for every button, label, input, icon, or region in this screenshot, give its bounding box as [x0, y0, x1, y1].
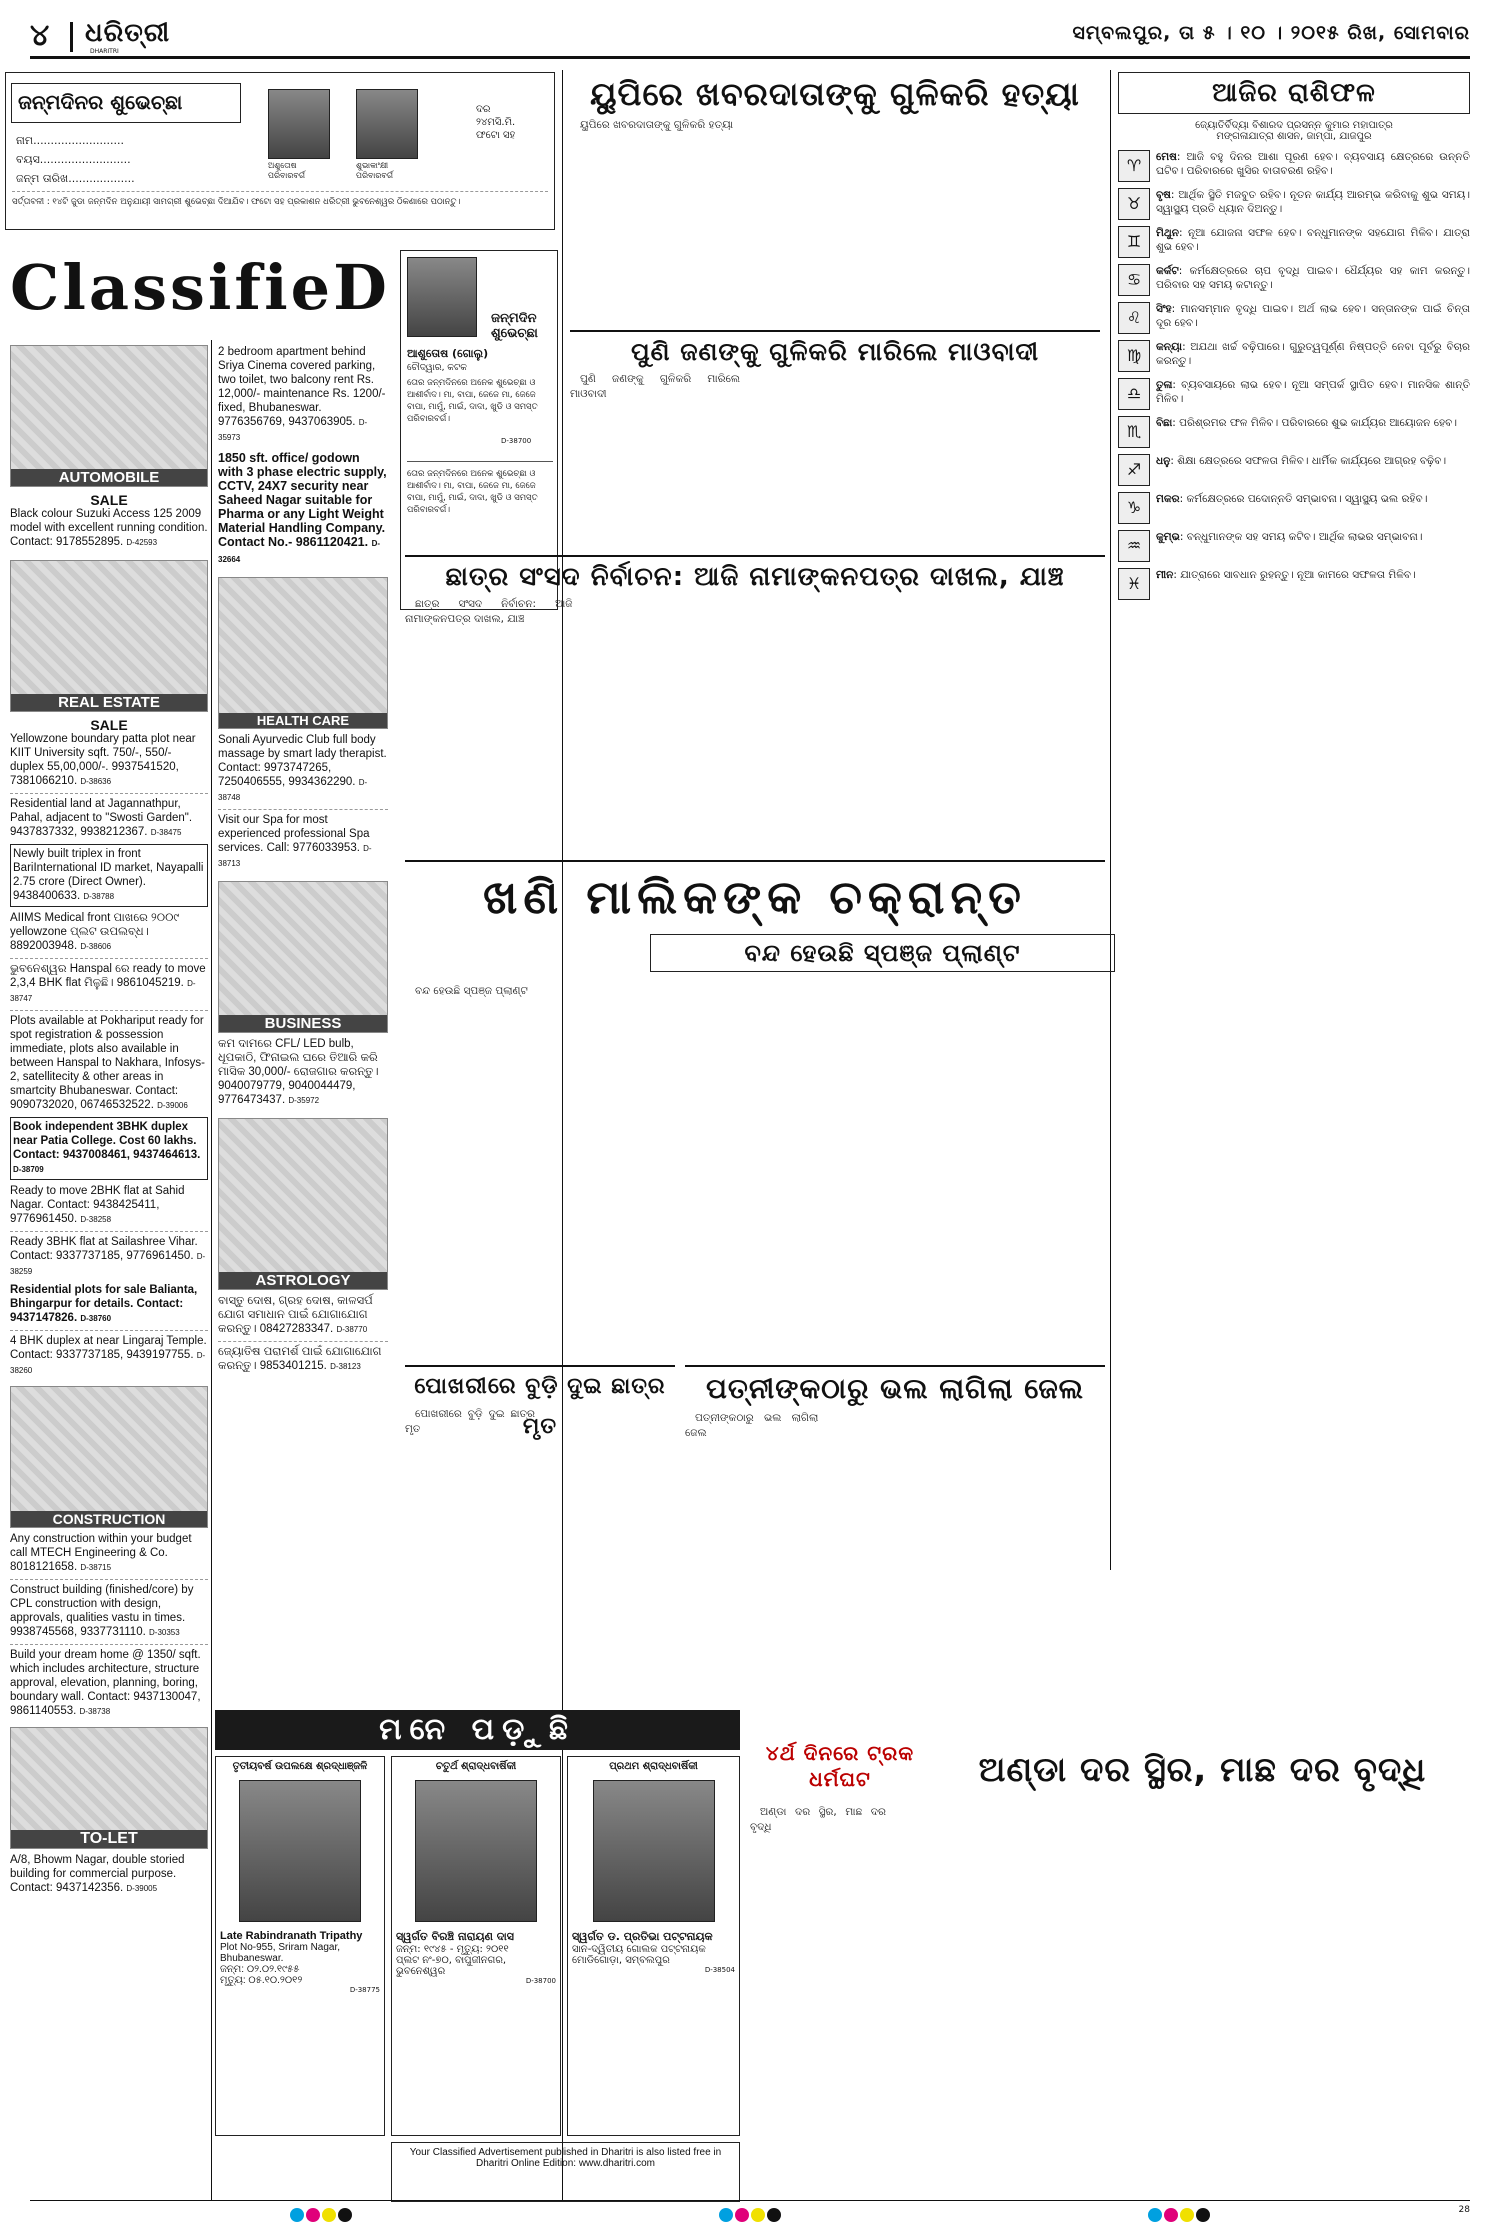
article-headline: ୪ର୍ଥ ଦିନରେ ଟ୍ରକ ଧର୍ମଘଟ — [765, 1741, 915, 1791]
astrology-image — [218, 1118, 388, 1290]
zodiac-icon: ♋ — [1118, 264, 1150, 296]
classified-ad — [218, 1341, 388, 1374]
birthday-rate: ଦର ୨୪ମସି.ମି. ଫଟୋ ସହ — [476, 104, 516, 141]
ad-text: Sonali Ayurvedic Club full body massage by smart lady therapist. Contact: 9973747265, 7250406555, 9934362290. — [218, 734, 387, 788]
article-headline: ୟୁପିରେ ଖବରଦାତାଙ୍କୁ ଗୁଳିକରି ହତ୍ୟା — [590, 75, 1080, 113]
ad-code: D-38788 — [83, 892, 115, 901]
category-automobile: AUTOMOBILE — [11, 469, 207, 486]
ad-code: D-35972 — [288, 1096, 320, 1105]
sign-name: କର୍କଟ — [1156, 265, 1179, 277]
ad-text: କମ ଦାମରେ CFL/ LED bulb, ଧୂପକାଠି, ଫିନାଇଲ ଘରେ ତିଆରି କରି ମାସିକ 30,000/- ରୋଜଗାର କରନ୍ତୁ। 9040079779, 9040044479, 9776473437. — [218, 1038, 379, 1106]
horoscope-list — [1118, 150, 1470, 600]
classified-ad — [218, 733, 388, 805]
ad-code: D-38606 — [80, 942, 112, 951]
ad-text: Residential plots for sale Balianta, Bhingarpur for details. Contact: 9437147826. — [10, 1284, 198, 1324]
horoscope-byline: ଜ୍ୟୋତିର୍ବିଦ୍ୟା ବିଶାରଦ ପ୍ରସନ୍ନ କୁମାର ମହାପାତ୍ର ମଙ୍ଗଳାଯାତ୍ରା ଶାସନ, ଜାମ୍ପା, ଯାଜପୁର — [1195, 120, 1393, 142]
ad-code: D-32664 — [218, 539, 381, 564]
birthday-caption-right: ଶୁଭାକାଂକ୍ଷୀ ପରିବାରବର୍ଗ — [356, 161, 393, 180]
ad-code: D-38747 — [10, 979, 196, 1003]
horoscope-sign — [1118, 492, 1470, 524]
ad-text: Residential land at Jagannathpur, Pahal, adjacent to "Swosti Garden". 9437837332, 9938212367. — [10, 798, 193, 838]
ad-code: D-38748 — [218, 778, 368, 802]
registration-marks — [290, 2208, 1210, 2224]
obituary-code: D-38775 — [349, 1986, 380, 1994]
article-headline: ପତ୍ନୀଙ୍କଠାରୁ ଭଲ ଲାଗିଲା ଜେଲ — [705, 1372, 1085, 1405]
ad-text: Black colour Suzuki Access 125 2009 model with excellent running condition. Contact: 9178552895. — [10, 508, 208, 548]
article-student — [405, 555, 1105, 855]
article-paragraph: ୟୁପିରେ ଖବରଦାତାଙ୍କୁ ଗୁଳିକରି ହତ୍ୟା — [580, 119, 734, 131]
obituary-name: ସ୍ୱର୍ଗତ ବିରଞ୍ଚି ନାରାୟଣ ଦାସ — [396, 1930, 514, 1943]
article-paragraph: ପତ୍ନୀଙ୍କଠାରୁ ଭଲ ଲାଗିଲା ଜେଲ — [685, 1412, 819, 1439]
category-real-estate: REAL ESTATE — [11, 694, 207, 711]
zodiac-icon: ♒ — [1118, 530, 1150, 562]
zodiac-icon: ♏ — [1118, 416, 1150, 448]
registration-mark-group — [1148, 2208, 1210, 2224]
classified-logo: ClassifieD — [10, 251, 390, 324]
dateline: ସମ୍ବଲପୁର, ତା ୫ । ୧୦ । ୨୦୧୫ ରିଖ, ସୋମବାର — [1072, 22, 1470, 44]
horoscope-text: ବୃଷ: ଆର୍ଥିକ ସ୍ଥିତି ମଜବୁତ ରହିବ। ନୂତନ କାର୍ଯ୍ୟ ଆରମ୍ଭ କରିବାକୁ ଶୁଭ ସମୟ। ସ୍ୱାସ୍ଥ୍ୟ ପ୍ରତି ଧ୍ୟାନ ଦିଅନ୍ତୁ। — [1156, 189, 1470, 215]
automobile-image — [10, 345, 208, 487]
classified-ad — [10, 1330, 208, 1378]
category-to-let: TO-LET — [11, 1830, 207, 1848]
masthead-rule — [30, 56, 1470, 59]
zodiac-icon: ♉ — [1118, 188, 1150, 220]
classified-ad — [218, 1037, 388, 1108]
small-birthday-msg-2: ତୋର ଜନ୍ମଦିନରେ ଅନେକ ଶୁଭେଚ୍ଛା ଓ ଆଶୀର୍ବାଦ। ମା, ବାପା, ଜେଜେ ମା, ଜେଜେ ବାପା, ମାମୁଁ, ମାଇଁ, ଦାଦା, ଖୁଡି ଓ ସମସ୍ତ ପରିବାରବର୍ଗ। — [407, 461, 553, 516]
ad-text: 4 BHK duplex at near Lingaraj Temple. Contact: 9337737185, 9439197755. — [10, 1335, 207, 1361]
classified-ad — [10, 1853, 208, 1896]
article-paragraph: ଛାତ୍ର ସଂସଦ ନିର୍ବାଚନ: ଆଜି ନାମାଙ୍କନପତ୍ର ଦାଖଲ, ଯାଞ୍ଚ — [405, 598, 573, 625]
sign-name: କନ୍ୟା — [1156, 341, 1183, 353]
article-egg — [935, 1740, 1470, 1800]
sign-name: ତୁଳା — [1156, 379, 1173, 391]
classified-footer-note: Your Classified Advertisement published in Dharitri is also listed free in Dharitri Online Edition: www.dharitri.com — [391, 2142, 740, 2202]
article-paragraph: ପୋଖରୀରେ ବୁଡ଼ି ଦୁଇ ଛାତ୍ର ମୃତ — [405, 1408, 535, 1435]
horoscope-sign — [1118, 416, 1470, 448]
zodiac-icon: ♍ — [1118, 340, 1150, 372]
sign-prediction: ବ୍ୟବସାୟରେ ଲାଭ ହେବ। ନୂଆ ସମ୍ପର୍କ ସ୍ଥାପିତ ହେବ। ମାନସିକ ଶାନ୍ତି ମିଳିବ। — [1156, 379, 1470, 405]
classified-ad — [10, 1117, 208, 1180]
ad-text: Newly built triplex in front BariInternational ID market, Nayapalli 2.75 crore (Direct Owner). 9438400633. — [13, 848, 204, 902]
horoscope-text: ମିଥୁନ: ନୂଆ ଯୋଜନା ସଫଳ ହେବ। ବନ୍ଧୁମାନଙ୍କ ସହଯୋଗ ମିଳିବ। ଯାତ୍ରା ଶୁଭ ହେବ। — [1156, 227, 1470, 253]
ad-text: Build your dream home @ 1350/ sqft. which includes architecture, structure approval, elevation, planning, boring, boundary wall. Contact: 9437130047, 9861140553. — [10, 1649, 201, 1717]
zodiac-icon: ♑ — [1118, 492, 1150, 524]
ad-text: AIIMS Medical front ପାଖରେ ୨୦୦୯ yellowzone ପ୍ଲଟ ଉପଲବ୍ଧ। 8892003948. — [10, 912, 180, 952]
sign-prediction: ଆଜି ବହୁ ଦିନର ଆଶା ପୂରଣ ହେବ। ବ୍ୟବସାୟ କ୍ଷେତ୍ରରେ ଉନ୍ନତି ଘଟିବ। ପରିବାରରେ ଖୁସିର ବାତାବରଣ ରହିବ। — [1156, 151, 1470, 177]
obituary-code: D-38700 — [525, 1977, 556, 1985]
classified-ad — [10, 793, 208, 840]
health-care-image — [218, 577, 388, 729]
ad-text: 2 bedroom apartment behind Sriya Cinema covered parking, two toilet, two balcony rent Rs. 12,000/- maintenance Rs. 1200/- fixed, Bhubaneswar. 9776356769, 9437063905. — [218, 346, 386, 428]
ad-text: Visit our Spa for most experienced professional Spa services. Call: 9776033953. — [218, 814, 370, 854]
article-headline: ପୋଖରୀରେ ବୁଡ଼ି ଦୁଇ ଛାତ୍ର ମୃତ — [414, 1374, 666, 1439]
classified-ad — [10, 844, 208, 907]
horoscope-text: ଧନୁ: ଶିକ୍ଷା କ୍ଷେତ୍ରରେ ସଫଳତା ମିଳିବ। ଧାର୍ମିକ କାର୍ଯ୍ୟରେ ଆଗ୍ରହ ବଢ଼ିବ। — [1156, 455, 1447, 467]
sign-name: ମୀନ — [1156, 569, 1174, 581]
ad-code: D-38260 — [10, 1351, 206, 1375]
sign-name: ମକର — [1156, 493, 1180, 505]
birthday-field-age: ବୟସ.......................... — [16, 153, 131, 166]
birthday-photo-left — [268, 89, 330, 159]
birthday-note: ସର୍ତ୍ତାବଳୀ : ୧୪ଟି ଜୁଡା ଜନ୍ମଦିନ ଅନୁଯାୟୀ ସାମଗ୍ରୀ ଶୁଭେଚ୍ଛା ଦିଆଯିବ। ଫଟୋ ସହ ପ୍ରକାଶନ ଧରିତ୍ରୀ ଭୁବନେଶ୍ୱର ଠିକଣାରେ ପଠାନ୍ତୁ। — [12, 191, 548, 208]
obituary-name: ସ୍ୱର୍ଗତ ଡ. ପ୍ରତିଭା ପଟ୍ଟନାୟକ — [572, 1930, 713, 1943]
sign-prediction: କର୍ମକ୍ଷେତ୍ରରେ ଚାପ ବୃଦ୍ଧି ପାଇବ। ଧୈର୍ଯ୍ୟର ସହ କାମ କରନ୍ତୁ। ପରିବାର ସହ ସମୟ କଟାନ୍ତୁ। — [1156, 265, 1470, 291]
obituary-item — [567, 1756, 740, 2136]
small-birthday-title: ଜନ୍ମଦିନ ଶୁଭେଚ୍ଛା — [491, 311, 538, 341]
classified-ad — [10, 958, 208, 1006]
paper-sub: DHARITRI — [90, 48, 119, 55]
article-headline: ଅଣ୍ଡା ଦର ସ୍ଥିର, ମାଛ ଦର ବୃଦ୍ଧି — [978, 1750, 1427, 1790]
real-estate-image — [10, 560, 208, 712]
birthday-caption-left: ଅଶୁତୋଷ ପରିବାରବର୍ଗ — [268, 161, 305, 180]
construction-image — [10, 1386, 208, 1528]
article-headline: ଖଣି ମାଲିକଙ୍କ ଚକ୍ରାନ୍ତ — [483, 870, 1027, 924]
ad-code: D-38709 — [13, 1165, 44, 1174]
ad-code: D-35973 — [218, 418, 368, 442]
obituary-details: ସାନ-ଦ୍ୱିତୀୟ ଗୋଲକ ପଟ୍ଟନାୟକ ମୋଡିଗୋଡ଼ା, ସମ୍ବଲପୁର — [572, 1944, 706, 1966]
classified-ad — [10, 1010, 208, 1113]
to-let-image — [10, 1727, 208, 1849]
ad-text: Construct building (finished/core) by CPL construction with design, approvals, qualities vastu in times. 9938745568, 9337731110. — [10, 1584, 194, 1638]
horoscope-sign — [1118, 454, 1470, 486]
paper-name: ଧରିତ୍ରୀ — [85, 18, 171, 48]
ad-code: D-38636 — [80, 777, 112, 786]
ad-text: 1850 sft. office/ godown with 3 phase electric supply, CCTV, 24X7 security near Saheed Nagar suitable for Pharma or any Light Weight Material Handling Company. Contact No.- 9861120421. — [218, 451, 387, 549]
article-body — [570, 372, 1100, 542]
ad-code: D-38123 — [330, 1362, 361, 1371]
horoscope-text: ତୁଳା: ବ୍ୟବସାୟରେ ଲାଭ ହେବ। ନୂଆ ସମ୍ପର୍କ ସ୍ଥାପିତ ହେବ। ମାନସିକ ଶାନ୍ତି ମିଳିବ। — [1156, 379, 1470, 405]
ad-text: Any construction within your budget call MTECH Engineering & Co. 8018121658. — [10, 1533, 192, 1573]
horoscope-text: ବିଛା: ପରିଶ୍ରମର ଫଳ ମିଳିବ। ପରିବାରରେ ଶୁଭ କାର୍ଯ୍ୟର ଆୟୋଜନ ହେବ। — [1156, 417, 1457, 429]
footer-rule — [30, 2200, 1470, 2201]
horoscope-text: ମକର: କର୍ମକ୍ଷେତ୍ରରେ ପଦୋନ୍ନତି ସମ୍ଭାବନା। ସ୍ୱାସ୍ଥ୍ୟ ଭଲ ରହିବ। — [1156, 493, 1428, 505]
ad-text: Plots available at Pokhariput ready for spot registration & possession immediate, plots also available in between Hanspal to Nakhara, Infosys-2, satellitecity & other areas in smartcity Bhubaneswar. Contact: 9090732020, 06746532522. — [10, 1015, 205, 1111]
business-image — [218, 881, 388, 1033]
ad-text: ଭୁବନେଶ୍ୱର Hanspal ରେ ready to move 2,3,4 BHK flat ମିଳୁଛି। 9861045219. — [10, 963, 206, 989]
article-body — [570, 118, 1100, 328]
ad-code: D-39005 — [126, 1884, 158, 1893]
article-wife — [685, 1365, 1105, 1735]
article-subhead: ବନ୍ଦ ହେଉଛି ସ୍ପଞ୍ଜ ପ୍ଲାଣ୍ଟ — [650, 934, 1115, 972]
horoscope-title: ଆଜିର ରାଶିଫଳ — [1118, 72, 1470, 114]
article-paragraph: ପୁଣି ଜଣଙ୍କୁ ଗୁଳିକରି ମାରିଲେ ମାଓବାଦୀ — [570, 373, 740, 400]
horoscope-sign — [1118, 302, 1470, 334]
sign-name: କୁମ୍ଭ — [1156, 531, 1180, 543]
zodiac-icon: ♎ — [1118, 378, 1150, 410]
obituary-banner — [215, 1710, 740, 1750]
category-astrology: ASTROLOGY — [219, 1272, 387, 1289]
obituary-title: ତୃତୀୟବର୍ଷ ଉପଲକ୍ଷେ ଶ୍ରଦ୍ଧାଞ୍ଜଳି — [232, 1761, 368, 1772]
page-code: 28 — [1458, 2205, 1470, 2215]
article-headline: ଛାତ୍ର ସଂସଦ ନିର୍ବାଚନ: ଆଜି ନାମାଙ୍କନପତ୍ର ଦାଖଲ, ଯାଞ୍ଚ — [445, 562, 1065, 592]
sign-prediction: ଅଯଥା ଖର୍ଚ୍ଚ ବଢ଼ିପାରେ। ଗୁରୁତ୍ୱପୂର୍ଣ୍ଣ ନିଷ୍ପତ୍ତି ନେବା ପୂର୍ବରୁ ବିଚାର କରନ୍ତୁ। — [1156, 341, 1470, 367]
horoscope-sign — [1118, 226, 1470, 258]
classified-ad — [10, 1231, 208, 1279]
classified-col2 — [218, 345, 388, 1374]
ad-text: Yellowzone boundary patta plot near KIIT University sqft. 750/-, 550/- duplex 55,00,000/-. 9937541520, 7381066210. — [10, 733, 196, 787]
ad-code: D-38770 — [336, 1325, 368, 1334]
column-divider — [1110, 70, 1111, 1570]
birthday-field-dob: ଜନ୍ମ ତାରିଖ................... — [16, 172, 135, 185]
obituary-details: ଜନ୍ମ: ୧୯୪୫ - ମୃତ୍ୟୁ: ୨୦୧୧ ପ୍ଲଟ ନଂ-୭୦, ବାପୁଜୀନଗର, ଭୁବନେଶ୍ୱର — [396, 1944, 509, 1977]
ad-code: D-38738 — [79, 1707, 111, 1716]
ad-text: Book independent 3BHK duplex near Patia College. Cost 60 lakhs. Contact: 9437008461, 9437464613. — [13, 1121, 201, 1161]
ad-code: D-38713 — [218, 844, 372, 868]
category-health-care: HEALTH CARE — [219, 713, 387, 728]
horoscope-text: କନ୍ୟା: ଅଯଥା ଖର୍ଚ୍ଚ ବଢ଼ିପାରେ। ଗୁରୁତ୍ୱପୂର୍ଣ୍ଣ ନିଷ୍ପତ୍ତି ନେବା ପୂର୍ବରୁ ବିଚାର କରନ୍ତୁ। — [1156, 341, 1470, 367]
zodiac-icon: ♐ — [1118, 454, 1150, 486]
classified-ad — [10, 493, 208, 550]
classified-ad — [218, 345, 388, 445]
birthday-title: ଜନ୍ମଦିନର ଶୁଭେଚ୍ଛା — [18, 90, 183, 114]
article-paragraph: ଅଣ୍ଡା ଦର ସ୍ଥିର, ମାଛ ଦର ବୃଦ୍ଧି — [750, 1806, 886, 1833]
birthday-photo-right — [356, 89, 418, 159]
article-mines — [405, 860, 1105, 1360]
ad-code: D-39006 — [157, 1101, 188, 1110]
article-strike — [750, 1740, 930, 1800]
ad-text: A/8, Bhowm Nagar, double storied building for commercial purpose. Contact: 9437142356. — [10, 1854, 185, 1894]
horoscope-sign — [1118, 378, 1470, 410]
sign-name: ବିଛା — [1156, 417, 1173, 429]
obituary-name: Late Rabindranath Tripathy — [220, 1930, 363, 1942]
horoscope-sign — [1118, 340, 1470, 372]
zodiac-icon: ♌ — [1118, 302, 1150, 334]
birthday-title-box — [11, 83, 241, 123]
article-body — [685, 1411, 1105, 1721]
horoscope-text: କୁମ୍ଭ: ବନ୍ଧୁମାନଙ୍କ ସହ ସମୟ କଟିବ। ଆର୍ଥିକ ଲାଭର ସମ୍ଭାବନା। — [1156, 531, 1423, 543]
ad-code: D-38760 — [80, 1314, 112, 1323]
ad-code: D-38259 — [10, 1252, 206, 1276]
article-body — [405, 984, 1105, 1354]
obituary-title: ପ୍ରଥମ ଶ୍ରାଦ୍ଧବାର୍ଷିକୀ — [609, 1761, 698, 1772]
classified-ad — [218, 1294, 388, 1337]
small-birthday-place: ଚୌଦ୍ୱାର, କଟକ — [407, 363, 467, 373]
horoscope-sign — [1118, 568, 1470, 600]
column-divider — [211, 340, 212, 2200]
classified-ad — [10, 1532, 208, 1575]
sign-prediction: ବନ୍ଧୁମାନଙ୍କ ସହ ସମୟ କଟିବ। ଆର୍ଥିକ ଲାଭର ସମ୍ଭାବନା। — [1186, 531, 1423, 543]
classified-ad — [10, 911, 208, 954]
classified-ad — [218, 809, 388, 871]
sign-name: ଧନୁ — [1156, 455, 1171, 467]
small-birthday-code: D-38700 — [501, 437, 532, 445]
small-birthday-name: ଆଶୁତୋଷ (ଗୋଲୁ) — [407, 347, 489, 360]
ad-heading: SALE — [90, 492, 128, 508]
obituary-section — [215, 1710, 740, 2210]
small-birthday-msg: ତୋର ଜନ୍ମଦିନରେ ଅନେକ ଶୁଭେଚ୍ଛା ଓ ଆଶୀର୍ବାଦ। ମା, ବାପା, ଜେଜେ ମା, ଜେଜେ ବାପା, ମାମୁଁ, ମାଇଁ, ଦାଦା, ଖୁଡି ଓ ସମସ୍ତ ପରିବାରବର୍ଗ। — [407, 378, 538, 424]
ad-code: D-38258 — [80, 1215, 112, 1224]
horoscope-sign — [1118, 188, 1470, 220]
ad-heading: SALE — [90, 717, 128, 733]
small-birthday-photo — [407, 257, 477, 337]
sign-name: ମେଷ — [1156, 151, 1177, 163]
zodiac-icon: ♊ — [1118, 226, 1150, 258]
registration-mark-group — [290, 2208, 352, 2224]
article-body — [405, 1407, 675, 1697]
sign-prediction: ଯାତ୍ରାରେ ସାବଧାନ ରୁହନ୍ତୁ। ନୂଆ କାମରେ ସଫଳତା ମିଳିବ। — [1180, 569, 1416, 581]
obituary-item — [391, 1756, 561, 2136]
horoscope-sign — [1118, 150, 1470, 182]
sign-prediction: ନୂଆ ଯୋଜନା ସଫଳ ହେବ। ବନ୍ଧୁମାନଙ୍କ ସହଯୋଗ ମିଳିବ। ଯାତ୍ରା ଶୁଭ ହେବ। — [1156, 227, 1470, 253]
article-up — [570, 70, 1100, 340]
zodiac-icon: ♈ — [1118, 150, 1150, 182]
ad-code: D-38475 — [150, 828, 182, 837]
obituary-code: D-38504 — [704, 1966, 735, 1974]
sign-prediction: ପରିଶ୍ରମର ଫଳ ମିଳିବ। ପରିବାରରେ ଶୁଭ କାର୍ଯ୍ୟର ଆୟୋଜନ ହେବ। — [1179, 417, 1457, 429]
sign-prediction: ମାନସମ୍ମାନ ବୃଦ୍ଧି ପାଇବ। ଅର୍ଥ ଲାଭ ହେବ। ସନ୍ତାନଙ୍କ ପାଇଁ ଚିନ୍ତା ଦୂର ହେବ। — [1156, 303, 1470, 329]
ad-code: D-38715 — [80, 1563, 112, 1572]
page-number: ୪ — [30, 18, 51, 53]
category-business: BUSINESS — [219, 1015, 387, 1032]
article-paragraph: ବନ୍ଦ ହେଉଛି ସ୍ପଞ୍ଜ ପ୍ଲାଣ୍ଟ — [415, 985, 528, 997]
ad-text: ଜ୍ୟୋତିଷ ପରାମର୍ଶ ପାଇଁ ଯୋଗାଯୋଗ କରନ୍ତୁ। 9853401215. — [218, 1346, 382, 1372]
zodiac-icon: ♓ — [1118, 568, 1150, 600]
horoscope-text: କର୍କଟ: କର୍ମକ୍ଷେତ୍ରରେ ଚାପ ବୃଦ୍ଧି ପାଇବ। ଧୈର୍ଯ୍ୟର ସହ କାମ କରନ୍ତୁ। ପରିବାର ସହ ସମୟ କଟାନ୍ତୁ। — [1156, 265, 1470, 291]
sign-name: ବୃଷ — [1156, 189, 1171, 201]
horoscope-text: ସିଂହ: ମାନସମ୍ମାନ ବୃଦ୍ଧି ପାଇବ। ଅର୍ଥ ଲାଭ ହେବ। ସନ୍ତାନଙ୍କ ପାଇଁ ଚିନ୍ତା ଦୂର ହେବ। — [1156, 303, 1470, 329]
sign-prediction: ଆର୍ଥିକ ସ୍ଥିତି ମଜବୁତ ରହିବ। ନୂତନ କାର୍ଯ୍ୟ ଆରମ୍ଭ କରିବାକୁ ଶୁଭ ସମୟ। ସ୍ୱାସ୍ଥ୍ୟ ପ୍ରତି ଧ୍ୟାନ ଦିଅନ୍ତୁ। — [1156, 189, 1470, 215]
classified-ad — [218, 451, 388, 567]
horoscope-sign — [1118, 264, 1470, 296]
masthead-divider — [70, 22, 73, 52]
category-construction: CONSTRUCTION — [11, 1511, 207, 1527]
classified-col1 — [10, 345, 208, 2225]
horoscope-text: ମେଷ: ଆଜି ବହୁ ଦିନର ଆଶା ପୂରଣ ହେବ। ବ୍ୟବସାୟ କ୍ଷେତ୍ରରେ ଉନ୍ନତି ଘଟିବ। ପରିବାରରେ ଖୁସିର ବାତାବରଣ ରହିବ। — [1156, 151, 1470, 177]
obituary-banner-text: ମନେ ପଡ଼ୁଛି — [379, 1712, 576, 1747]
classified-ad — [10, 1283, 208, 1326]
sign-prediction: ଶିକ୍ଷା କ୍ଷେତ୍ରରେ ସଫଳତା ମିଳିବ। ଧାର୍ମିକ କାର୍ଯ୍ୟରେ ଆଗ୍ରହ ବଢ଼ିବ। — [1177, 455, 1447, 467]
obituary-photo — [239, 1780, 361, 1922]
obituary-photo — [415, 1780, 537, 1922]
classified-ad — [10, 1644, 208, 1719]
registration-mark-group — [719, 2208, 781, 2224]
article-headline: ପୁଣି ଜଣଙ୍କୁ ଗୁଳିକରି ମାରିଲେ ମାଓବାଦୀ — [630, 337, 1040, 366]
classified-ad — [10, 1579, 208, 1640]
article-egg-body — [750, 1805, 1470, 2195]
obituary-item — [215, 1756, 385, 2136]
ad-code: D-42593 — [126, 538, 158, 547]
horoscope-sign — [1118, 530, 1470, 562]
ad-text: Ready 3BHK flat at Sailashree Vihar. Contact: 9337737185, 9776961450. — [10, 1236, 198, 1262]
sign-name: ମିଥୁନ — [1156, 227, 1179, 239]
ad-text: Ready to move 2BHK flat at Sahid Nagar. Contact: 9438425411, 9776961450. — [10, 1185, 185, 1225]
sign-name: ସିଂହ — [1156, 303, 1172, 315]
article-pond — [405, 1365, 675, 1705]
article-body — [405, 597, 1105, 847]
horoscope-section — [1118, 72, 1470, 1572]
obituary-title: ଚତୁର୍ଥ ଶ୍ରାଦ୍ଧବାର୍ଷିକୀ — [435, 1761, 517, 1772]
birthday-box — [5, 72, 555, 230]
masthead — [30, 18, 1470, 58]
ad-code: D-30353 — [149, 1628, 180, 1637]
obituary-details: Plot No-955, Sriram Nagar, Bhubaneswar. ଜନ୍ମ: ୦୨.୦୨.୧୯୫୫ ମୃତ୍ୟୁ: ୦୫.୧୦.୨୦୧୨ — [220, 1942, 341, 1986]
birthday-field-name: ନାମ.......................... — [16, 134, 124, 147]
ad-text: ବାସ୍ତୁ ଦୋଷ, ଗ୍ରହ ଦୋଷ, କାଳସର୍ପ ଯୋଗ ସମାଧାନ ପାଇଁ ଯୋଗାଯୋଗ କରନ୍ତୁ। 08427283347. — [218, 1295, 373, 1335]
sign-prediction: କର୍ମକ୍ଷେତ୍ରରେ ପଦୋନ୍ନତି ସମ୍ଭାବନା। ସ୍ୱାସ୍ଥ୍ୟ ଭଲ ରହିବ। — [1186, 493, 1428, 505]
classified-ad — [10, 1184, 208, 1227]
article-maoist — [570, 330, 1100, 550]
classified-ad — [10, 718, 208, 789]
birthday-fields — [16, 131, 246, 188]
horoscope-text: ମୀନ: ଯାତ୍ରାରେ ସାବଧାନ ରୁହନ୍ତୁ। ନୂଆ କାମରେ ସଫଳତା ମିଳିବ। — [1156, 569, 1416, 581]
obituary-photo — [593, 1780, 715, 1922]
